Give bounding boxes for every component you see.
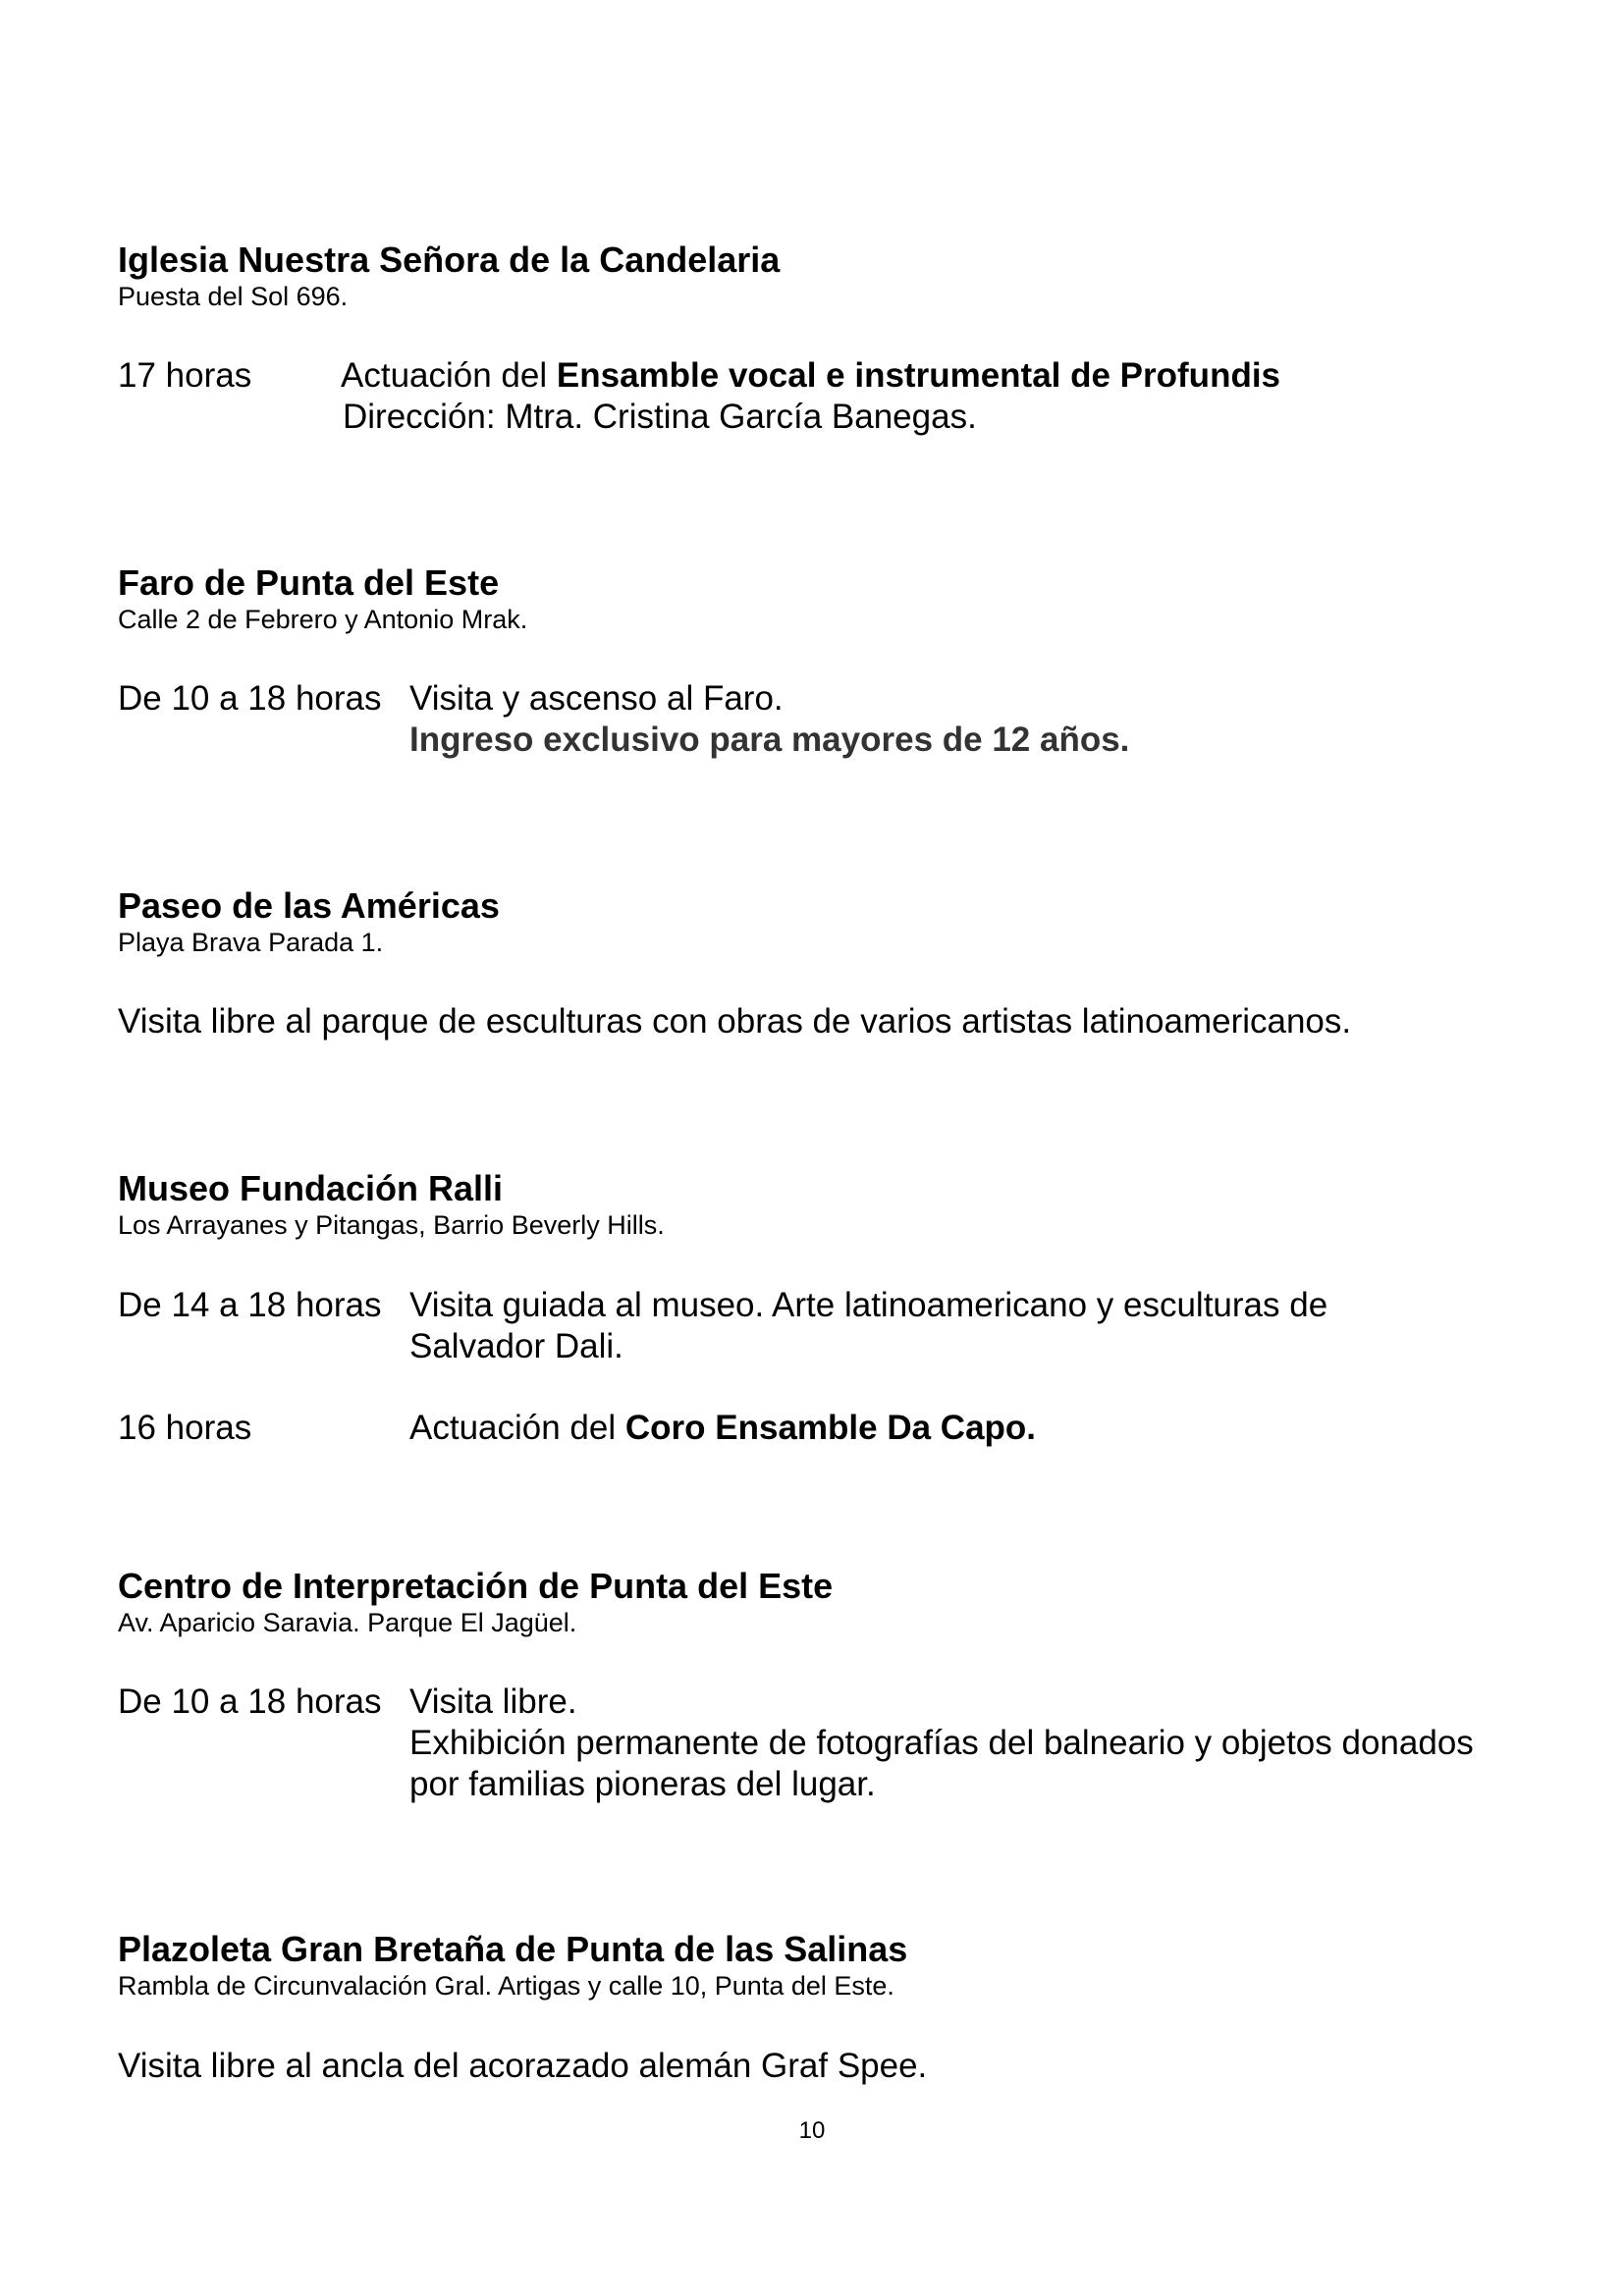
- section-address: Playa Brava Parada 1.: [118, 928, 384, 957]
- performer-name: Ensamble vocal e instrumental de Profundis: [556, 356, 1281, 395]
- schedule-time: De 10 a 18 horas: [118, 1682, 382, 1721]
- schedule-time: 17 horas: [118, 356, 252, 395]
- section-title: Centro de Interpretación de Punta del Este: [118, 1566, 834, 1606]
- section-title: Faro de Punta del Este: [118, 562, 500, 603]
- description-text: Actuación del: [409, 1409, 625, 1447]
- section-address: Calle 2 de Febrero y Antonio Mrak.: [118, 605, 528, 634]
- page-number: 10: [798, 2117, 826, 2144]
- schedule-description: Visita y ascenso al Faro.: [409, 679, 784, 718]
- schedule-note: Ingreso exclusivo para mayores de 12 años.: [409, 721, 1130, 759]
- schedule-description-cont: Salvador Dali.: [409, 1327, 623, 1365]
- section-paseo: [118, 885, 1532, 1042]
- schedule-description: [409, 1408, 1036, 1449]
- schedule-row: [118, 1408, 1532, 1449]
- schedule-description-cont: Exhibición permanente de fotografías del balneario y objetos donados: [409, 1724, 1474, 1762]
- section-title: Plazoleta Gran Bretaña de Punta de las Salinas: [118, 1929, 908, 1969]
- schedule-time: De 14 a 18 horas: [118, 1286, 382, 1324]
- schedule-row: [118, 1285, 1532, 1367]
- performer-name: Coro Ensamble Da Capo.: [624, 1409, 1037, 1447]
- section-address: Puesta del Sol 696.: [118, 282, 349, 311]
- description-text: Actuación del: [341, 356, 557, 395]
- section-museo: [118, 1168, 1532, 1449]
- section-iglesia: [118, 240, 1532, 438]
- schedule-description-cont: por familias pioneras del lugar.: [409, 1765, 876, 1803]
- schedule-description: Visita guiada al museo. Arte latinoamericano y esculturas de: [409, 1286, 1328, 1324]
- schedule-row: [118, 355, 1532, 438]
- section-text: Visita libre al ancla del acorazado alemán Graf Spee.: [118, 2047, 928, 2085]
- section-title: Paseo de las Américas: [118, 885, 500, 926]
- section-title: Iglesia Nuestra Señora de la Candelaria: [118, 240, 781, 280]
- section-address: Rambla de Circunvalación Gral. Artigas y calle 10, Punta del Este.: [118, 1971, 894, 2001]
- section-faro: [118, 562, 1532, 761]
- section-address: Los Arrayanes y Pitangas, Barrio Beverly Hills.: [118, 1210, 665, 1240]
- section-text: Visita libre al parque de esculturas con obras de varios artistas latinoamericanos.: [118, 1002, 1352, 1041]
- schedule-description: [341, 355, 1280, 397]
- section-title: Museo Fundación Ralli: [118, 1168, 504, 1208]
- schedule-row: [118, 678, 1532, 761]
- schedule-time: De 10 a 18 horas: [118, 679, 382, 718]
- schedule-time: 16 horas: [118, 1409, 252, 1447]
- section-centro: [118, 1566, 1532, 1805]
- section-address: Av. Aparicio Saravia. Parque El Jagüel.: [118, 1608, 577, 1637]
- section-plazoleta: [118, 1929, 1532, 2087]
- schedule-description: Visita libre.: [409, 1682, 577, 1721]
- schedule-row: [118, 1682, 1532, 1805]
- schedule-direction: Dirección: Mtra. Cristina García Banegas.: [343, 398, 977, 436]
